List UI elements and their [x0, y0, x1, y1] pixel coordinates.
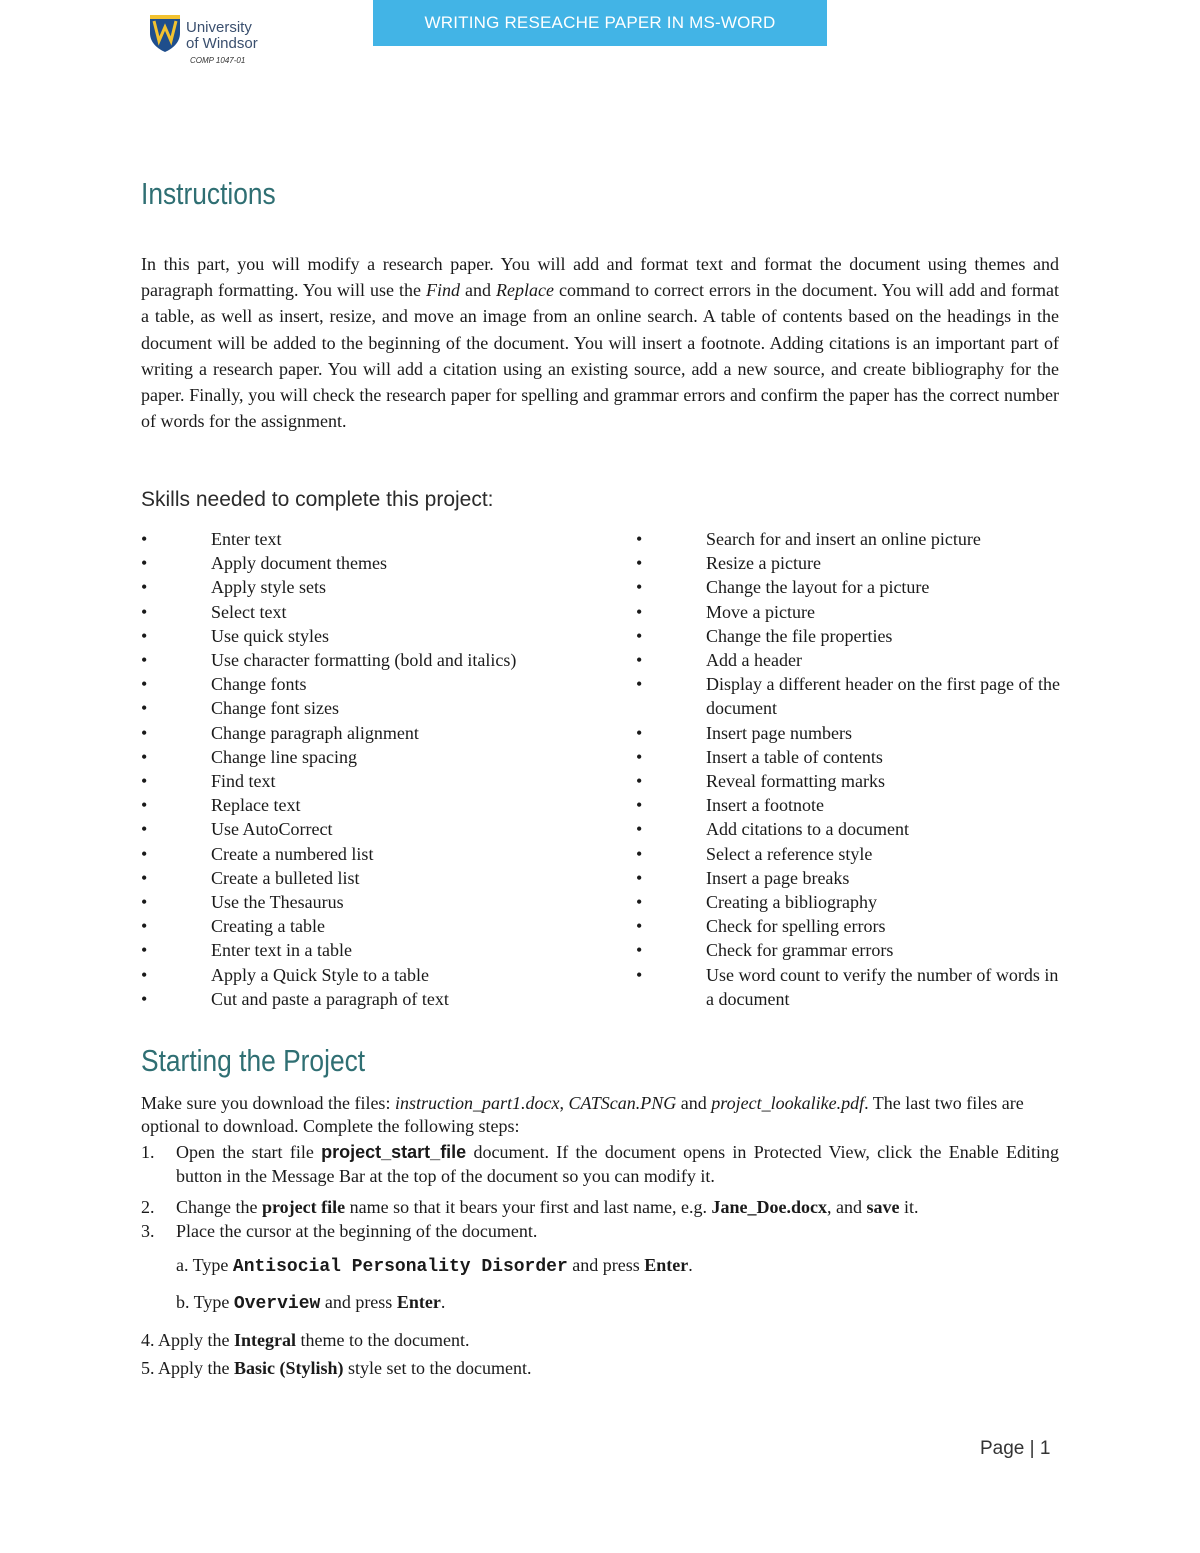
skill-item: • Add citations to a document [636, 817, 1066, 841]
course-code: COMP 1047-01 [190, 56, 246, 65]
step-2: 2. Change the project file name so that it bears your first and last name, e.g. Jane_Doe.docx, and save it. [141, 1197, 919, 1217]
skill-item: • Create a bulleted list [141, 866, 581, 890]
step-1: 1. Open the start file project_start_file document. If the document opens in Protected View, click the Enable Editing button in the Message Bar at the top of the document so you can modify it. [141, 1142, 1059, 1186]
skill-item: • Creating a bibliography [636, 890, 1066, 914]
skill-item: • Replace text [141, 793, 581, 817]
skill-item: • Apply style sets [141, 575, 581, 599]
skill-item: • Check for spelling errors [636, 914, 1066, 938]
step-3: 3. Place the cursor at the beginning of the document. [141, 1221, 538, 1241]
skill-item: • Find text [141, 769, 581, 793]
step-3a: a. Type Antisocial Personality Disorder and press Enter. [176, 1255, 693, 1277]
skill-item: • Move a picture [636, 600, 1066, 624]
skill-item: • Select text [141, 600, 581, 624]
logo-text-line2: of Windsor [186, 35, 258, 52]
step-5: 5. Apply the Basic (Stylish) style set to the document. [141, 1358, 532, 1378]
skill-item: • Enter text in a table [141, 938, 581, 962]
header-banner: WRITING RESEACHE PAPER IN MS-WORD [373, 0, 827, 46]
skill-item: • Insert a table of contents [636, 745, 1066, 769]
starting-heading: Starting the Project [141, 1043, 366, 1078]
skill-item: • Cut and paste a paragraph of text [141, 987, 581, 1011]
skill-item: • Display a different header on the first page of the document [636, 672, 1066, 720]
logo-text-line1: University [186, 19, 252, 36]
skill-item: • Use AutoCorrect [141, 817, 581, 841]
skill-item: • Apply document themes [141, 551, 581, 575]
skill-item: • Creating a table [141, 914, 581, 938]
skill-item: • Change the layout for a picture [636, 575, 1066, 599]
skill-item: • Create a numbered list [141, 842, 581, 866]
instructions-heading: Instructions [141, 176, 276, 211]
skill-item: • Insert a page breaks [636, 866, 1066, 890]
university-logo [146, 10, 266, 70]
skill-item: • Use word count to verify the number of words in a document [636, 963, 1066, 1011]
skill-item: • Change fonts [141, 672, 581, 696]
skill-item: • Use character formatting (bold and italics) [141, 648, 581, 672]
page-number: Page | 1 [980, 1438, 1051, 1459]
shield-icon [148, 13, 182, 53]
skills-list-left [141, 527, 581, 1011]
skill-item: • Use quick styles [141, 624, 581, 648]
skill-item: • Change the file properties [636, 624, 1066, 648]
skills-list-right [636, 527, 1066, 1011]
skill-item: • Use the Thesaurus [141, 890, 581, 914]
starting-intro: Make sure you download the files: instruction_part1.docx, CATScan.PNG and project_lookalike.pdf. The last two files are optional to download. Complete the following steps: [141, 1093, 1024, 1136]
instructions-paragraph: In this part, you will modify a research paper. You will add and format text and format the document using themes and paragraph formatting. You will use the Find and Replace command to correct errors in the document. You will add and format a table, as well as insert, resize, and move an image from an online search. A table of contents based on the headings in the document will be added to the beginning of the document. You will insert a footnote. Adding citations is an important part of writing a research paper. You will add a citation using an existing source, add a new source, and create bibliography for the paper. Finally, you will check the research paper for spelling and grammar errors and confirm the paper has the correct number of words for the assignment. [141, 254, 1059, 432]
step-4: 4. Apply the Integral theme to the document. [141, 1330, 470, 1350]
skill-item: • Resize a picture [636, 551, 1066, 575]
steps-list [141, 1140, 1059, 1380]
skill-item: • Select a reference style [636, 842, 1066, 866]
skill-item: • Enter text [141, 527, 581, 551]
skill-item: • Reveal formatting marks [636, 769, 1066, 793]
skill-item: • Apply a Quick Style to a table [141, 963, 581, 987]
skill-item: • Insert page numbers [636, 721, 1066, 745]
skill-item: • Change font sizes [141, 696, 581, 720]
skill-item: • Insert a footnote [636, 793, 1066, 817]
skill-item: • Check for grammar errors [636, 938, 1066, 962]
step-3b: b. Type Overview and press Enter. [176, 1292, 446, 1314]
skill-item: • Search for and insert an online picture [636, 527, 1066, 551]
skill-item: • Change paragraph alignment [141, 721, 581, 745]
skill-item: • Add a header [636, 648, 1066, 672]
skill-item: • Change line spacing [141, 745, 581, 769]
skills-heading: Skills needed to complete this project: [141, 488, 494, 511]
